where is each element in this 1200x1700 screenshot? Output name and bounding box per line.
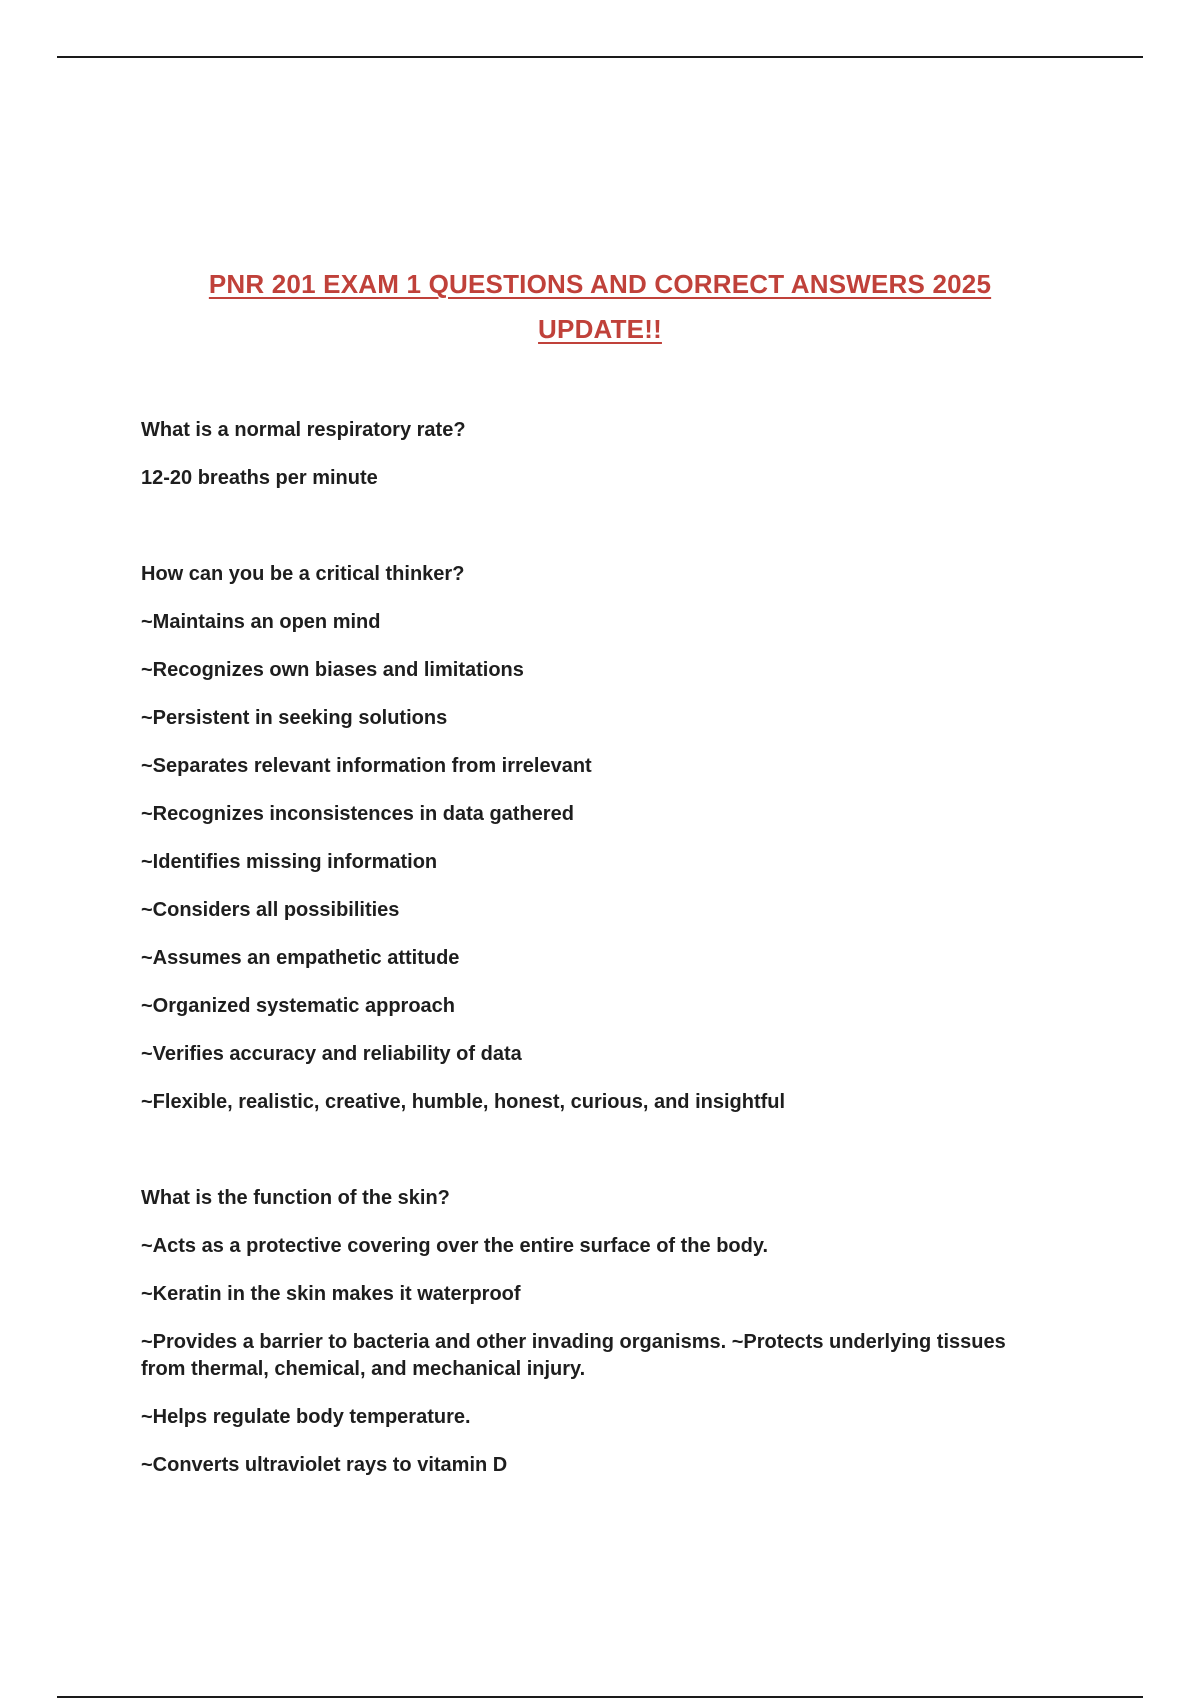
answer-item: ~Persistent in seeking solutions [141, 707, 448, 729]
answer-item: ~Maintains an open mind [141, 611, 381, 633]
answer-item: ~Keratin in the skin makes it waterproof [141, 1283, 521, 1305]
top-rule [57, 56, 1143, 58]
qa-block-skin-function [141, 1185, 1041, 1479]
answer-item: ~Flexible, realistic, creative, humble, honest, curious, and insightful [141, 1091, 786, 1113]
answer-item: ~Provides a barrier to bacteria and other invading organisms. ~Protects underlying tissues from thermal, chemical, and mechanical injury. [141, 1331, 1006, 1380]
answer-item: ~Assumes an empathetic attitude [141, 947, 460, 969]
answer-item: ~Recognizes inconsistences in data gathered [141, 803, 574, 825]
answer-item: ~Converts ultraviolet rays to vitamin D [141, 1454, 508, 1476]
question: How can you be a critical thinker? [141, 563, 465, 585]
question: What is a normal respiratory rate? [141, 419, 466, 441]
title-line-2: UPDATE!! [538, 314, 662, 344]
answer-item: ~Recognizes own biases and limitations [141, 659, 524, 681]
answer-item: ~Separates relevant information from irrelevant [141, 755, 592, 777]
title-line-1: PNR 201 EXAM 1 QUESTIONS AND CORRECT ANSWERS 2025 [208, 269, 992, 299]
answer-item: 12-20 breaths per minute [141, 467, 378, 489]
answer-item: ~Acts as a protective covering over the entire surface of the body. [141, 1235, 769, 1257]
qa-block-respiratory-rate [141, 417, 1041, 492]
answer-item: ~Helps regulate body temperature. [141, 1406, 471, 1428]
document-body [141, 417, 1041, 1500]
answer-item: ~Organized systematic approach [141, 995, 456, 1017]
document-title [100, 262, 1100, 352]
answer-item: ~Identifies missing information [141, 851, 438, 873]
section-spacer [141, 513, 1041, 561]
section-spacer [141, 1137, 1041, 1185]
qa-block-critical-thinker [141, 561, 1041, 1116]
bottom-rule [57, 1696, 1143, 1698]
answer-item: ~Verifies accuracy and reliability of data [141, 1043, 522, 1065]
answer-item: ~Considers all possibilities [141, 899, 400, 921]
question: What is the function of the skin? [141, 1187, 450, 1209]
